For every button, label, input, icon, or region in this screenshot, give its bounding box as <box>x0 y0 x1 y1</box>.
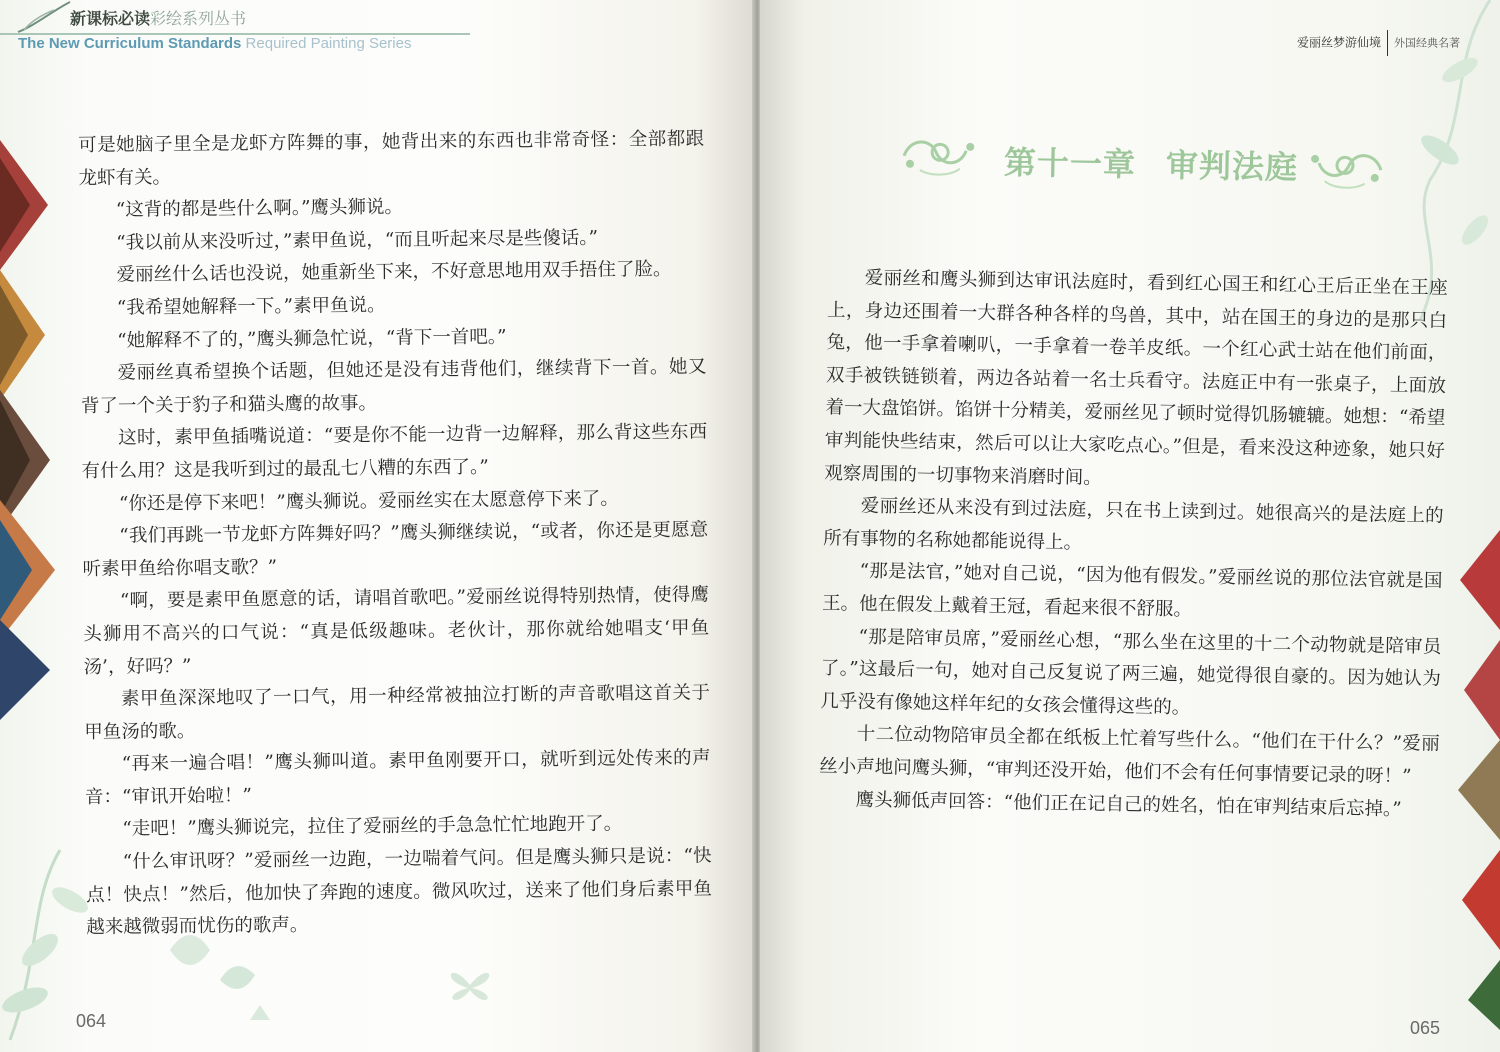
book-category: 外国经典名著 <box>1394 36 1460 50</box>
paragraph: 爱丽丝真希望换个话题，但她还是没有违背他们，继续背下一首。她又背了一个关于豹子和猫头鹰的故事。 <box>80 356 707 417</box>
flourish-ornament-right-icon <box>1305 143 1386 192</box>
left-margin-illustration <box>0 140 70 740</box>
series-en-bold: The New Curriculum Standards <box>18 35 242 52</box>
paragraph: “那是法官，”她对自己说，“因为他有假发。”爱丽丝说的那位法官就是国王。他在假发上戴着王冠，看起来很不舒服。 <box>821 560 1443 621</box>
paragraph: “我希望她解释一下。”素甲鱼说。 <box>116 294 386 319</box>
series-header <box>0 0 520 70</box>
paragraph: 爱丽丝还从来没有到过法庭，只在书上读到过。她很高兴的是法庭上的所有事物的名称她都能说得上。 <box>822 495 1444 554</box>
paragraph: 可是她脑子里全是龙虾方阵舞的事，她背出来的东西也非常奇怪：全部都跟龙虾有关。 <box>78 128 705 189</box>
paragraph: 素甲鱼深深地叹了一口气，用一种经常被抽泣打断的声音歌唱这首关于甲鱼汤的歌。 <box>84 682 711 743</box>
chapter-heading <box>1004 137 1299 188</box>
paragraph: “走吧！”鹰头狮说完，拉住了爱丽丝的手急急忙忙地跑开了。 <box>122 813 623 841</box>
page-number-left: 064 <box>76 1011 107 1031</box>
paragraph: “我们再跳一节龙虾方阵舞好吗？”鹰头狮继续说，“或者，你还是更愿意听素甲鱼给你唱支歌？” <box>82 519 709 580</box>
header-separator <box>1387 30 1388 56</box>
series-en-light: Required Painting Series <box>245 35 412 52</box>
paragraph: “她解释不了的，”鹰头狮急忙说，“背下一首吧。” <box>117 326 507 352</box>
paragraph: “你还是停下来吧！”鹰头狮说。爱丽丝实在太愿意停下来了。 <box>118 487 619 515</box>
right-page <box>760 0 1500 1052</box>
page-number-right: 065 <box>1409 1018 1440 1038</box>
paragraph: “啊，要是素甲鱼愿意的话，请唱首歌吧。”爱丽丝说得特别热情，使得鹰头狮用不高兴的口气说：“真是低级趣味。老伙计，那你就给她唱支‘甲鱼汤’，好吗？” <box>83 584 710 678</box>
paragraph: 爱丽丝什么话也没说，她重新坐下来，不好意思地用双手捂住了脸。 <box>116 259 672 286</box>
paragraph: “什么审讯呀？”爱丽丝一边跑，一边喘着气问。但是鹰头狮只是说：“快点！快点！”然后，他加快了奔跑的速度。微风吹过，送来了他们身后素甲鱼越来越微弱而忧伤的歌声。 <box>85 845 713 939</box>
series-english-title <box>18 35 411 52</box>
right-body-text <box>818 262 1448 827</box>
series-title-light: 彩绘系列丛书 <box>150 9 247 28</box>
paragraph: “我以前从来没听过，”素甲鱼说，“而且听起来尽是些傻话。” <box>116 227 599 254</box>
left-body-text <box>78 123 712 944</box>
chapter-name: 审判法庭 <box>1165 146 1299 187</box>
pen-icon <box>14 0 74 36</box>
book-header <box>1297 30 1460 56</box>
paragraph: “那是陪审员席，”爱丽丝心想，“那么坐在这里的十二个动物就是陪审员了。”这最后一句，她对自己反复说了两三遍，她觉得很自豪的。因为她认为几乎没有像她这样年纪的女孩会懂得这些的。 <box>820 626 1442 719</box>
flourish-ornament-left-icon <box>900 130 981 179</box>
butterfly-icon <box>440 960 500 1010</box>
series-title <box>70 6 246 29</box>
paragraph: 十二位动物陪审员全都在纸板上忙着写些什么。“他们在干什么？”爱丽丝小声地问鹰头狮，“审判还没开始，他们不会有任何事情要记录的呀！” <box>819 723 1440 788</box>
paragraph: “这背的都是些什么啊。”鹰头狮说。 <box>115 196 404 221</box>
paragraph: 鹰头狮低声回答：“他们正在记自己的姓名，怕在审判结束后忘掉。” <box>855 789 1402 820</box>
paragraph: 爱丽丝和鹰头狮到达审讯法庭时，看到红心国王和红心王后正坐在王座上，身边还围着一大群各种各样的鸟兽，其中，站在国王的身边的是那只白兔，他一手拿着喇叭，一手拿着一卷羊皮纸。一个红心武士站在他们前面，双手被铁链锁着，两边各站着一名士兵看守。法庭正中有一张桌子，上面放着一大盘馅饼。馅饼十分精美，爱丽丝见了顿时觉得饥肠辘辘。她想：“希望审判能快些结束，然后可以让大家吃点心。”但是，看来没这种迹象，她只好观察周围的一切事物来消磨时间。 <box>824 267 1448 489</box>
book-title: 爱丽丝梦游仙境 <box>1296 35 1381 50</box>
chapter-title <box>899 124 1400 203</box>
paragraph: “再来一遍合唱！”鹰头狮叫道。素甲鱼刚要开口，就听到远处传来的声音：“审讯开始啦！” <box>84 747 711 808</box>
paragraph: 这时，素甲鱼插嘴说道：“要是你不能一边背一边解释，那么背这些东西有什么用？这是我听到过的最乱七八糟的东西了。” <box>81 421 708 482</box>
series-title-bold: 新课标必读 <box>70 9 151 28</box>
chapter-number: 第十一章 <box>1003 143 1137 184</box>
right-margin-illustration <box>1450 530 1500 1030</box>
